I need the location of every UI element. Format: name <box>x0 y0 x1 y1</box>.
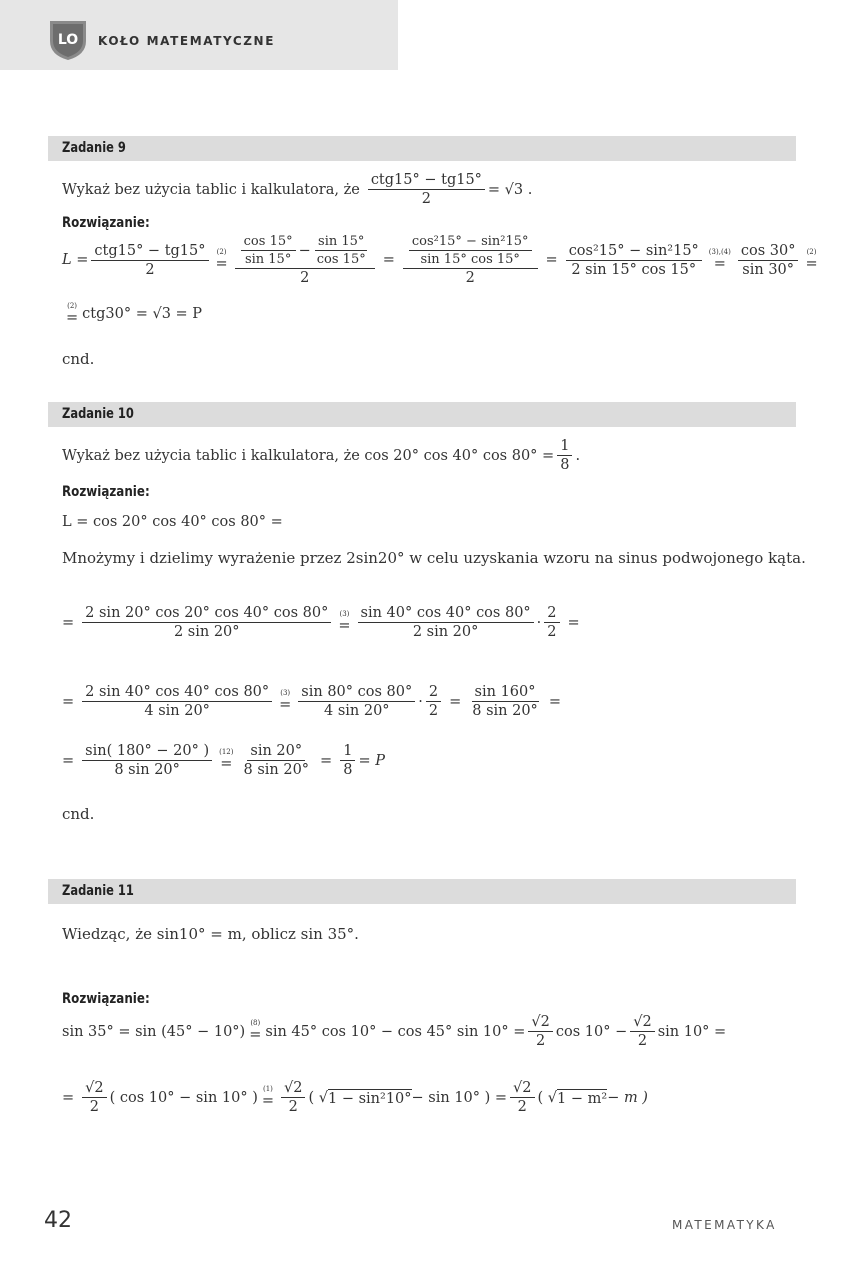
task-10-end: cnd. <box>62 805 95 823</box>
task-11-line-2: = $\frac{√2}{2}$ ( cos 10° − sin 10° ) (1) = $\frac{√2}{2}$ ( √ 1 − sin²10° − sin 10° ) = $\frac{√2}{2}$ ( √ 1 − m² − m ) <box>62 1080 648 1115</box>
annotation: (3) = <box>338 610 351 635</box>
task-9-heading: Zadanie 9 <box>62 140 126 156</box>
task-10-line-3: = $\frac{2 \sin 40^\circ \cos 40^\circ \cos 80^\circ}{4 \sin 20^\circ}$ (3) = $\frac{\sin 80^\circ \cos 80^\circ}{4 \sin 20^\circ}$ · $\frac{2}{2}$ = $\frac{\sin 160^\circ}{8 \sin 20^\circ}$ = <box>62 684 561 719</box>
page-number: 42 <box>44 1208 72 1233</box>
task-10-heading: Zadanie 10 <box>62 406 134 422</box>
task-10-line-1: L = cos 20° cos 40° cos 80° = <box>62 514 283 530</box>
task-11-statement: Wiedząc, że sin10° = m, oblicz sin 35°. <box>62 925 359 943</box>
task-9-line-2: (2) = ctg30° = √3 = P <box>66 302 203 326</box>
annotation: (3) = <box>279 689 292 714</box>
annotation: (1) = <box>261 1085 275 1110</box>
task-10-statement: Wykaż bez użycia tablic i kalkulatora, że cos 20° cos 40° cos 80° = $\frac{1}{8}$ . <box>62 438 581 473</box>
annotation: (8) = <box>249 1019 262 1044</box>
header-title: KOŁO MATEMATYCZNE <box>98 34 275 48</box>
task-10-line-4: = $\frac{\sin( 180^\circ - 20^\circ )}{8 \sin 20^\circ}$ (12) = $\frac{\sin 20^\circ}{8 \sin 20^\circ}$ = $\frac{1}{8}$ = P <box>62 743 385 778</box>
footer-subject: MATEMATYKA <box>672 1218 777 1232</box>
task-9-line-1: L = ctg15° − tg15° 2 (2) = cos 15° sin 15° − $\frac{\sin 15^\circ}{\cos 15^\circ}$ 2 = $\frac{\frac{\text{cos²15° − sin²15°}}{\sin 15^\circ \cos 15^\circ}}{2}$ = $\frac{\text{cos²15° − sin²15°}}{2 \sin 15^\circ \cos 15^\circ}$ (3),(4) = $\frac{\cos 30^\circ}{\sin 30^\circ}$ (2) = <box>62 234 818 286</box>
task-11-line-1: sin 35° = sin (45° − 10°) (8) = sin 45° cos 10° − cos 45° sin 10° = $\frac{√2}{2}$ cos 10° − $\frac{√2}{2}$ sin 10° = <box>62 1014 727 1049</box>
task-11-heading-bar <box>48 879 796 904</box>
task-10-heading-bar <box>48 402 796 427</box>
task-9-solution-label: Rozwiązanie: <box>62 215 150 231</box>
task-9-heading-bar <box>48 136 796 161</box>
annotation: (12) = <box>219 748 234 773</box>
task-10-line-2: = $\frac{2 \sin 20^\circ \cos 20^\circ \cos 40^\circ \cos 80^\circ}{2 \sin 20^\circ}$ (3) = $\frac{\sin 40^\circ \cos 40^\circ \cos 80^\circ}{2 \sin 20^\circ}$ · $\frac{2}{2}$ = <box>62 605 580 640</box>
task-10-solution-label: Rozwiązanie: <box>62 484 150 500</box>
logo-text: LO <box>57 32 79 48</box>
annotation: (2) = <box>66 302 79 326</box>
page-header <box>0 0 398 70</box>
task-11-solution-label: Rozwiązanie: <box>62 991 150 1007</box>
annotation: (3),(4) = <box>708 247 731 272</box>
task-11-heading: Zadanie 11 <box>62 883 134 899</box>
annotation: (2) = <box>215 247 228 272</box>
task-9-statement: Wykaż bez użycia tablic i kalkulatora, że ctg15° − tg15° 2 = √3 . <box>62 172 533 207</box>
task-10-note: Mnożymy i dzielimy wyrażenie przez 2sin20° w celu uzyskania wzoru na sinus podwojonego kąta. <box>62 549 806 567</box>
annotation: (2) = <box>805 247 818 272</box>
task-9-end: cnd. <box>62 350 95 368</box>
lo-shield-logo-icon <box>48 17 88 61</box>
task-9-statement-fraction: ctg15° − tg15° 2 <box>368 172 485 207</box>
